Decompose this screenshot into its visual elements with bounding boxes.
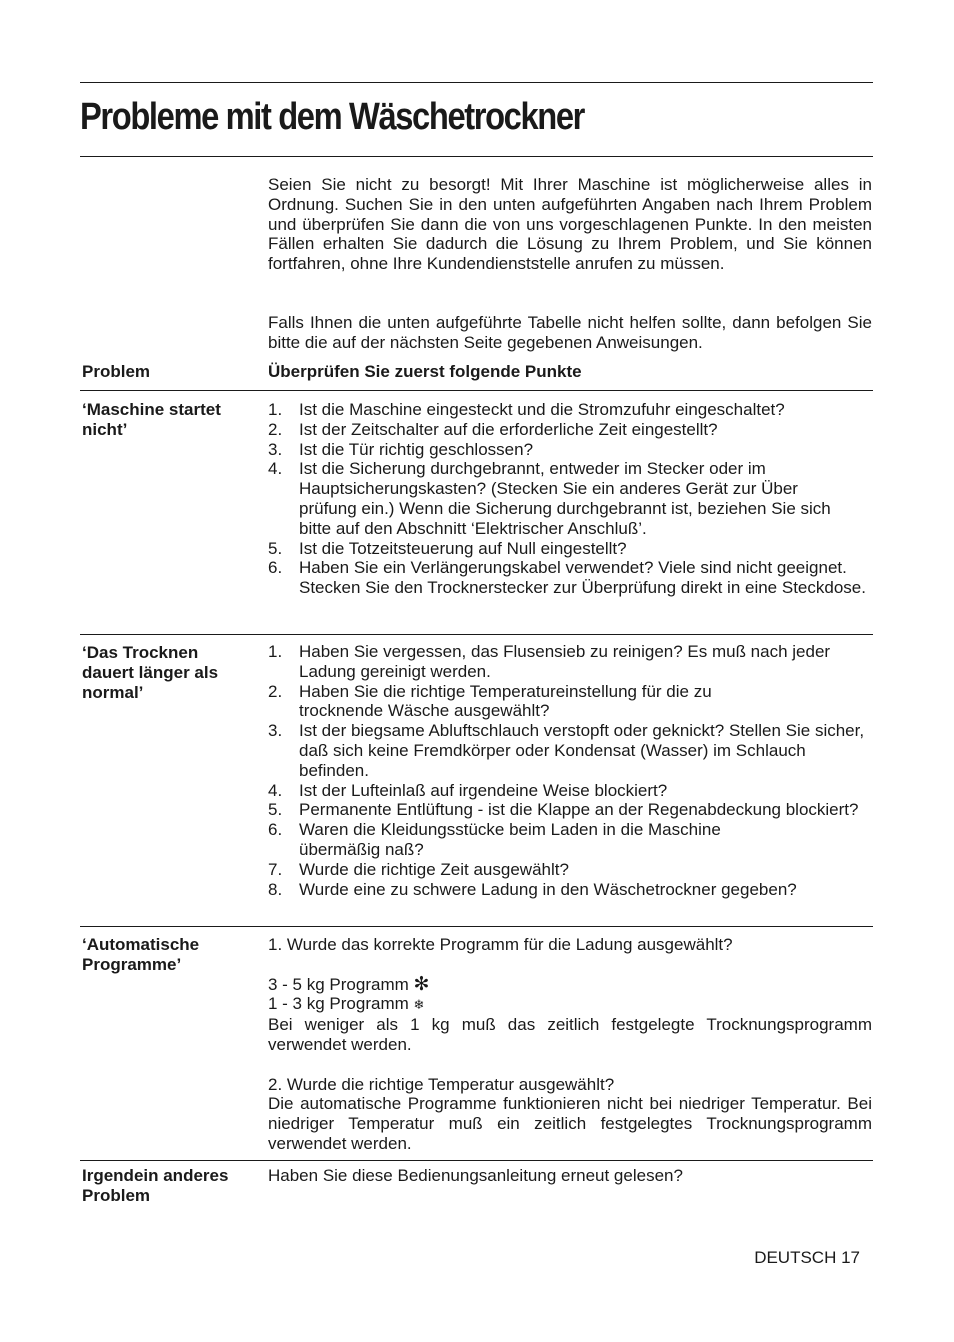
item-text: Wurde die richtige Zeit ausgewählt? <box>299 859 569 879</box>
other-problem-text: Haben Sie diese Bedienungsanleitung erneut gelesen? <box>268 1166 683 1185</box>
problem-label-auto-programs: ‘Automatische Programme’ <box>82 935 200 974</box>
item-number: 8. <box>268 879 283 899</box>
item-number: 1. <box>268 642 283 661</box>
item-number: 6. <box>268 820 283 840</box>
item-number: 4. <box>268 459 283 479</box>
item-text: Ist die Maschine eingesteckt und die Stromzufuhr eingeschaltet? <box>299 400 785 419</box>
item-number: 4. <box>268 780 283 800</box>
auto-programs-content <box>268 935 872 1154</box>
item-number: 2. <box>268 681 283 701</box>
item-number: 7. <box>268 859 283 879</box>
snowflake-bold-icon: ✻ <box>413 973 430 995</box>
header-problem: Problem <box>82 362 151 381</box>
program-3-5kg-label: 3 - 5 kg Programm <box>268 974 409 994</box>
top-rule <box>80 82 873 83</box>
auto-question-2: 2. Wurde die richtige Temperatur ausgewählt? <box>268 1074 615 1094</box>
item-text: Permanente Entlüftung - ist die Klappe an der Regenabdeckung blockiert? <box>299 800 859 820</box>
item-number: 5. <box>268 538 283 558</box>
item-text: Ist der biegsame Abluftschlauch verstopft oder geknickt? Stellen Sie sicher, daß sich keine Fremdkörper oder Kondensat (Wasser) im Schlauch befinden. <box>299 721 865 780</box>
auto-note-2: Die automatische Programme funktionieren nicht bei niedriger Temperatur. Bei niedriger Temperatur muß ein zeitlich festgelegtes Trocknungsprogramm verwendet werden. <box>268 1094 872 1153</box>
row-rule-2 <box>80 926 873 927</box>
list-item <box>268 860 872 880</box>
problem-label-drying-slow: ‘Das Trocknen dauert länger als normal’ <box>82 643 219 702</box>
list-item <box>268 459 872 538</box>
list-item <box>268 781 872 801</box>
checklist-machine-start <box>268 400 872 598</box>
item-text: Haben Sie ein Verlängerungskabel verwendet? Viele sind nicht geeignet. Stecken Sie den Trocknerstecker zur Überprüfung direkt in eine Steckdose. <box>299 558 866 598</box>
list-item <box>268 820 872 860</box>
list-item <box>268 880 872 900</box>
item-text: Ist der Lufteinlaß auf irgendeine Weise blockiert? <box>299 780 668 800</box>
row-rule-1 <box>80 634 873 635</box>
program-1-3kg <box>268 994 872 1015</box>
item-text: Waren die Kleidungsstücke beim Laden in die Maschine übermäßig naß? <box>299 820 721 859</box>
item-number: 3. <box>268 439 283 459</box>
list-item <box>268 558 872 598</box>
checklist-drying-slow <box>268 642 872 899</box>
item-number: 6. <box>268 558 283 578</box>
item-number: 3. <box>268 721 283 741</box>
problem-label-machine-start: ‘Maschine startet nicht’ <box>82 400 221 439</box>
item-text: Ist die Totzeitsteuerung auf Null eingestellt? <box>299 538 627 558</box>
item-text: Haben Sie vergessen, das Flusensieb zu reinigen? Es muß nach jeder Ladung gereinigt werden. <box>299 642 831 681</box>
title-rule <box>80 156 873 157</box>
problem-label-other: Irgendein anderes Problem <box>82 1166 229 1205</box>
auto-note-1: Bei weniger als 1 kg muß das zeitlich festgelegte Trocknungsprogramm verwendet werden. <box>268 1015 872 1054</box>
list-item <box>268 721 872 780</box>
auto-question-1: 1. Wurde das korrekte Programm für die Ladung ausgewählt? <box>268 935 733 954</box>
header-check: Überprüfen Sie zuerst folgende Punkte <box>268 362 582 381</box>
snowflake-icon: ❄ <box>413 997 425 1013</box>
list-item <box>268 682 872 722</box>
intro-paragraph-2: Falls Ihnen die unten aufgeführte Tabelle nicht helfen sollte, dann befolgen Sie bitte die auf der nächsten Seite gegebenen Anweisungen. <box>268 313 872 352</box>
item-text: Ist die Sicherung durchgebrannt, entweder im Stecker oder im Hauptsicherungskasten? (Stecken Sie ein anderes Gerät zur Über prüfung ein.) Wenn die Sicherung durchgebrannt ist, beziehen Sie sich bitte auf den Abschnitt ‘Elektrischer Anschluß’. <box>299 459 831 538</box>
list-item <box>268 400 872 420</box>
item-text: Ist die Tür richtig geschlossen? <box>299 439 534 459</box>
item-text: Wurde eine zu schwere Ladung in den Wäschetrockner gegeben? <box>299 879 797 899</box>
program-1-3kg-label: 1 - 3 kg Programm <box>268 994 409 1014</box>
item-number: 1. <box>268 400 283 419</box>
header-rule <box>80 390 873 391</box>
page-footer: DEUTSCH 17 <box>754 1248 860 1267</box>
intro-paragraph-1: Seien Sie nicht zu besorgt! Mit Ihrer Maschine ist möglicherweise alles in Ordnung. Suchen Sie in den unten aufgeführten Angaben nach Ihrem Problem und überprüfen Sie dann die von uns vorgeschlagenen Punkte. In den meisten Fällen erhalten Sie dadurch die Lösung zu Ihrem Problem, und Sie können fortfahren, ohne Ihre Kundendienststelle anrufen zu müssen. <box>268 175 872 274</box>
item-text: Haben Sie die richtige Temperatureinstellung für die zu trocknende Wäsche ausgewählt? <box>299 681 712 721</box>
list-item <box>268 420 872 440</box>
program-3-5kg <box>268 975 872 995</box>
list-item <box>268 539 872 559</box>
list-item <box>268 800 872 820</box>
row-rule-3 <box>80 1160 873 1161</box>
item-text: Ist der Zeitschalter auf die erforderliche Zeit eingestellt? <box>299 419 718 439</box>
item-number: 5. <box>268 800 283 820</box>
item-number: 2. <box>268 419 283 439</box>
list-item <box>268 642 872 682</box>
page-title: Probleme mit dem Wäschetrockner <box>80 96 585 138</box>
list-item <box>268 440 872 460</box>
